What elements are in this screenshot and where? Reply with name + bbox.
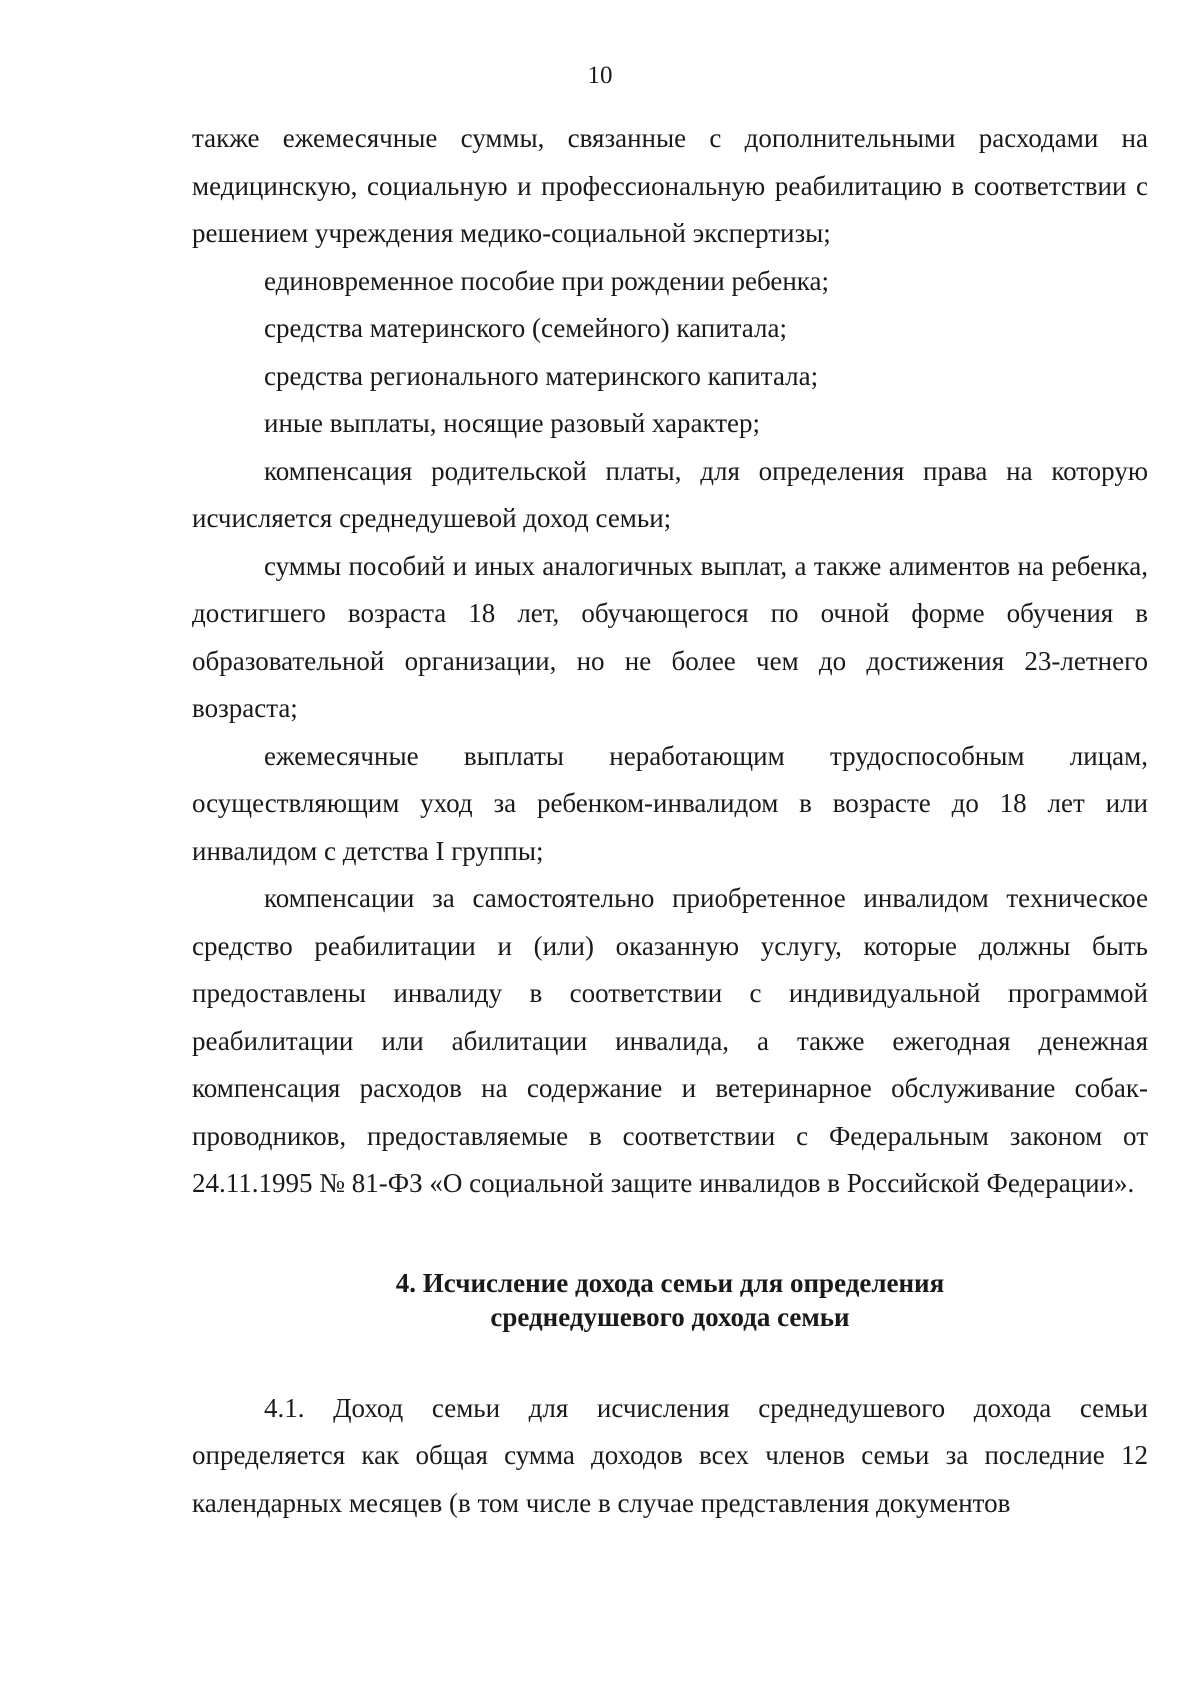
list-item-caregiver-payments: ежемесячные выплаты неработающим трудоспособным лицам, осуществляющим уход за ребенком-инвалидом в возрасте до 18 лет или инвалидом с детства I группы; [192,740,1148,866]
section-heading-line-2: среднедушевого дохода семьи [490,1301,850,1332]
list-item-parental-fee-compensation: компенсация родительской платы, для определения права на которую исчисляется среднедушевой доход семьи; [192,455,1148,533]
list-item-child-allowances-alimony: суммы пособий и иных аналогичных выплат, а также алиментов на ребенка, достигшего возраста 18 лет, обучающегося по очной форме обучения в образовательной организации, но не более чем до достижения 23-летнего возраста; [192,550,1148,723]
page-number: 10 [587,62,613,89]
list-item-disability-compensations: компенсации за самостоятельно приобретенное инвалидом техническое средство реабилитации и (или) оказанную услугу, которые должны быть предоставлены инвалиду в соответствии с индивидуальной программой реабилитации или абилитации инвалида, а также ежегодная денежная компенсация расходов на содержание и ветеринарное обслуживание собак-проводников, предоставляемые в соответствии с Федеральным законом от 24.11.1995 № 81-ФЗ «О социальной защите инвалидов в Российской Федерации». [192,883,1148,1198]
paragraph-continuation: также ежемесячные суммы, связанные с дополнительными расходами на медицинскую, социальную и профессиональную реабилитацию в соответствии с решением учреждения медико-социальной экспертизы; [192,123,1148,248]
section-heading [192,1266,1148,1334]
list-item-lump-sum-birth-allowance: единовременное пособие при рождении ребенка; [264,265,829,296]
list-item-maternity-capital: средства материнского (семейного) капитала; [264,313,787,343]
section-heading-line-1: 4. Исчисление дохода семьи для определения [395,1267,945,1298]
paragraph-4-1: 4.1. Доход семьи для исчисления среднедушевого дохода семьи определяется как общая сумма доходов всех членов семьи за последние 12 календарных месяцев (в том числе в случае представления документов [192,1392,1148,1518]
list-item-regional-maternity-capital: средства регионального материнского капитала; [264,360,819,391]
document-body [192,115,1148,1527]
list-item-one-time-payments: иные выплаты, носящие разовый характер; [264,408,761,438]
